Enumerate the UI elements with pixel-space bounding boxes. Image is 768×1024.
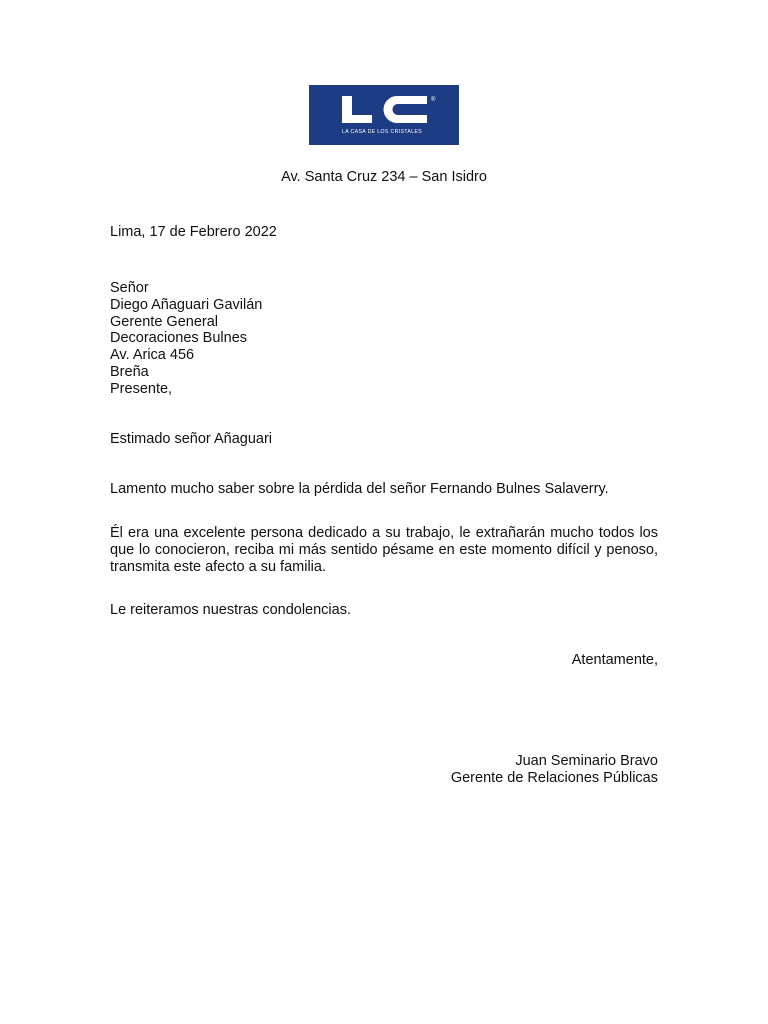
recipient-block — [110, 280, 658, 398]
signature-name: Juan Seminario Bravo — [515, 753, 658, 769]
signature-block — [110, 753, 658, 787]
body-paragraph-1: Lamento mucho saber sobre la pérdida del señor Fernando Bulnes Salaverry. — [110, 481, 609, 497]
body-paragraph-2: Él era una excelente persona dedicado a su trabajo, le extrañarán mucho todos los que lo conocieron, reciba mi más sentido pésame en este momento difícil y penoso, transmita este afecto a su familia. — [110, 525, 658, 575]
recipient-presente: Presente, — [110, 380, 173, 397]
recipient-name: Diego Añaguari Gavilán — [110, 296, 263, 313]
recipient-salutation-title: Señor — [110, 280, 149, 296]
greeting: Estimado señor Añaguari — [110, 431, 273, 447]
company-logo — [309, 85, 459, 145]
recipient-company: Decoraciones Bulnes — [110, 330, 248, 347]
recipient-street: Av. Arica 456 — [110, 347, 195, 364]
recipient-district: Breña — [110, 363, 149, 380]
recipient-position: Gerente General — [110, 313, 219, 330]
signature-title: Gerente de Relaciones Públicas — [450, 769, 658, 786]
date-line: Lima, 17 de Febrero 2022 — [110, 224, 277, 240]
closing: Atentamente, — [571, 652, 658, 668]
body-paragraph-3: Le reiteramos nuestras condolencias. — [110, 602, 351, 618]
logo-registered-mark: ® — [431, 97, 436, 103]
logo-tagline: LA CASA DE LOS CRISTALES — [342, 129, 423, 135]
letterhead-address: Av. Santa Cruz 234 – San Isidro — [281, 169, 487, 185]
